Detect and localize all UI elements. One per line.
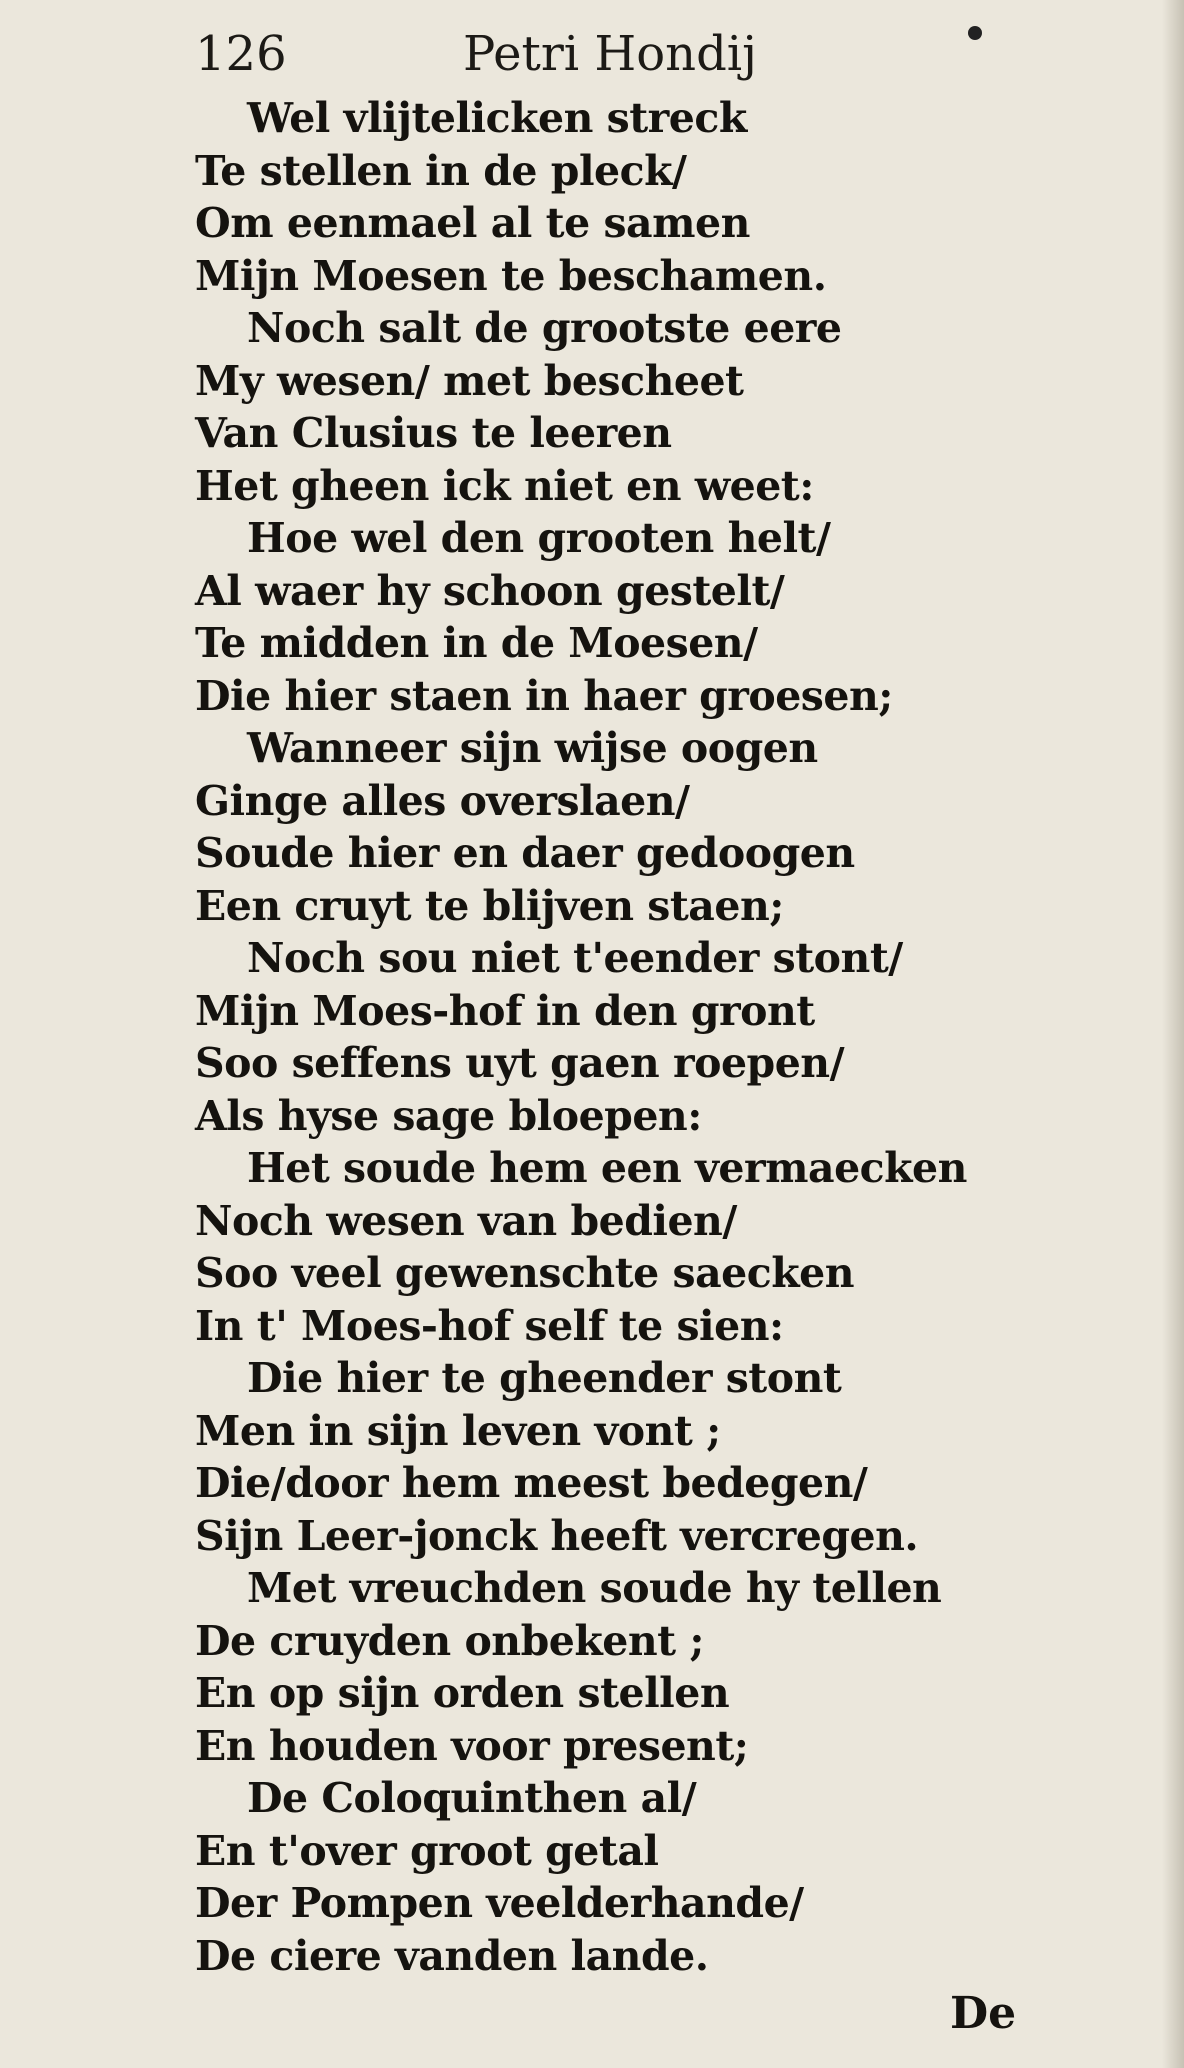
verse-line: In t' Moes-hof self te sien: [195,1301,784,1350]
verse-line: Om eenmael al te samen [195,199,750,247]
page-number: 126 [195,26,287,82]
verse-line: Al waer hy schoon gestelt/ [195,566,785,615]
verse-line: Mijn Moes-hof in den gront [195,986,815,1035]
verse-line: Noch sou niet t'eender stont/ [247,934,903,982]
verse-line: En op sijn orden stellen [195,1669,730,1717]
verse-line: De cruyden onbekent ; [195,1616,705,1665]
page-header [195,18,835,88]
verse-line: De ciere vanden lande. [195,1931,709,1980]
verse-line: Wanneer sijn wijse oogen [247,724,818,772]
verse-line: Soo seffens uyt gaen roepen/ [195,1039,845,1087]
verse-line: En houden voor present; [195,1721,749,1770]
verse-line: Hoe wel den grooten helt/ [247,514,831,562]
verse-line: Het soude hem een vermaecken [247,1144,967,1192]
ink-speck [968,26,982,40]
verse-line: Een cruyt te blijven staen; [195,881,784,930]
verse-line: Ginge alles overslaen/ [195,776,690,825]
verse-line: Soo veel gewenschte saecken [195,1249,855,1297]
verse-line: Men in sijn leven vont ; [195,1406,721,1455]
verse-line: Die hier te gheender stont [247,1354,842,1402]
verse-line: Wel vlijtelicken streck [247,94,747,142]
verse-line: Noch salt de grootste eere [247,304,842,352]
verse-line: Mijn Moesen te beschamen. [195,251,827,300]
verse-block [195,92,995,1982]
verse-line: Die/door hem meest bedegen/ [195,1459,868,1507]
verse-line: My wesen/ met bescheet [195,356,744,405]
verse-line: Met vreuchden soude hy tellen [247,1564,942,1612]
verse-line: Die hier staen in haer groesen; [195,671,893,720]
verse-line: Het gheen ick niet en weet: [195,461,814,510]
verse-line: Soude hier en daer gedoogen [195,829,855,877]
verse-line: Te midden in de Moesen/ [195,619,758,667]
verse-line: Der Pompen veelderhande/ [195,1879,804,1927]
catchword: De [950,1988,1017,2039]
verse-line: De Coloquinthen al/ [247,1774,697,1822]
running-head: Petri Hondij [463,26,758,82]
verse-line: Noch wesen van bedien/ [195,1196,737,1245]
verse-line: En t'over groot getal [195,1826,659,1875]
verse-line: Te stellen in de pleck/ [195,146,687,195]
verse-line: Van Clusius te leeren [195,409,672,457]
verse-line: Als hyse sage bloepen: [195,1091,702,1140]
verse-line: Sijn Leer-jonck heeft vercregen. [195,1511,919,1560]
